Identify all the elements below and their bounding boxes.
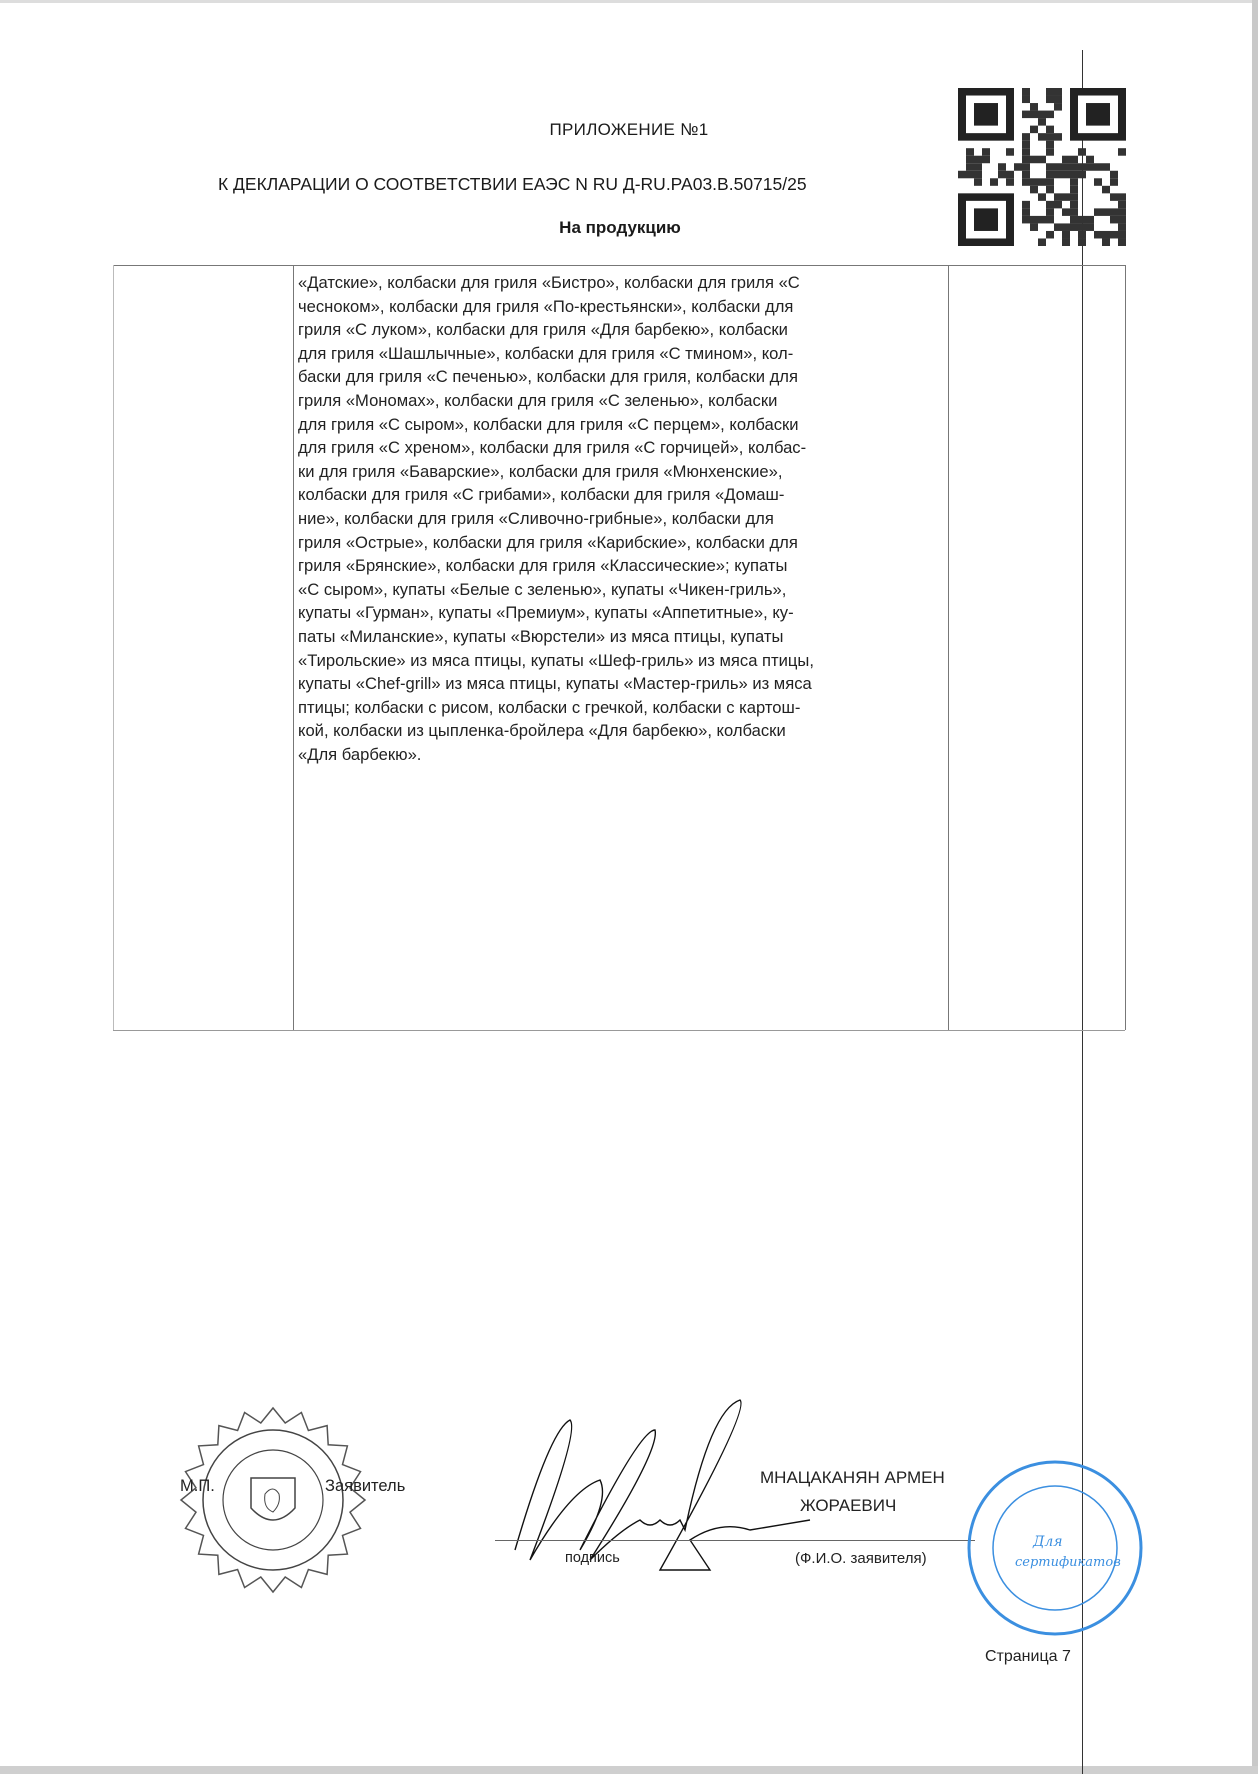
declaration-number: К ДЕКЛАРАЦИИ О СООТВЕТСТВИИ ЕАЭС N RU Д-RU.PA03.B.50715/25 bbox=[218, 174, 807, 194]
qr-module bbox=[1038, 216, 1046, 224]
qr-module bbox=[1070, 208, 1078, 216]
qr-module bbox=[1086, 156, 1094, 164]
qr-module bbox=[966, 148, 974, 156]
qr-module bbox=[998, 163, 1006, 171]
qr-module bbox=[1070, 163, 1078, 171]
product-text-line: гриля «Брянские», колбаски для гриля «Классические»; купаты bbox=[298, 556, 788, 576]
table-col-divider-2 bbox=[948, 265, 949, 1030]
qr-module bbox=[1094, 231, 1102, 239]
qr-module bbox=[1054, 96, 1062, 104]
qr-module bbox=[1102, 208, 1110, 216]
qr-module bbox=[1038, 178, 1046, 186]
product-text-line: гриля «Острые», колбаски для гриля «Карибские», колбаски для bbox=[298, 532, 798, 552]
qr-module bbox=[1094, 208, 1102, 216]
qr-module bbox=[1046, 141, 1054, 149]
qr-module bbox=[1038, 238, 1046, 246]
qr-module bbox=[1046, 216, 1054, 224]
qr-module bbox=[1070, 216, 1078, 224]
qr-module bbox=[1046, 148, 1054, 156]
qr-module bbox=[998, 171, 1006, 179]
qr-module bbox=[1030, 126, 1038, 134]
qr-module bbox=[1046, 111, 1054, 119]
qr-module bbox=[1062, 171, 1070, 179]
product-text-line: паты «Миланские», купаты «Вюрстели» из мяса птицы, купаты bbox=[298, 626, 784, 646]
qr-module bbox=[990, 178, 998, 186]
applicant-label: Заявитель bbox=[325, 1477, 406, 1495]
qr-module bbox=[1062, 238, 1070, 246]
qr-module bbox=[966, 163, 974, 171]
table-border-right bbox=[1125, 265, 1126, 1030]
svg-text:сертификатов: сертификатов bbox=[1015, 1555, 1121, 1570]
product-text-line: «С сыром», купаты «Белые с зеленью», купаты «Чикен-гриль», bbox=[298, 579, 787, 599]
qr-module bbox=[974, 163, 982, 171]
product-heading: На продукцию bbox=[559, 218, 681, 237]
qr-module bbox=[1110, 208, 1118, 216]
qr-module bbox=[1030, 216, 1038, 224]
qr-module bbox=[1054, 88, 1062, 96]
table-border-top bbox=[113, 265, 1125, 266]
product-text-line: гриля «С луком», колбаски для гриля «Для барбекю», колбаски bbox=[298, 320, 788, 340]
scan-edge-right bbox=[1252, 0, 1258, 1774]
qr-module bbox=[1118, 208, 1126, 216]
qr-module bbox=[1070, 156, 1078, 164]
qr-module bbox=[1062, 156, 1070, 164]
qr-module bbox=[1102, 231, 1110, 239]
qr-finder bbox=[1086, 103, 1110, 126]
qr-module bbox=[1118, 223, 1126, 231]
product-text-line: чесноком», колбаски для гриля «По-крестьянски», колбаски для bbox=[298, 296, 794, 316]
qr-module bbox=[1022, 171, 1030, 179]
applicant-name-line1: МНАЦАКАНЯН АРМЕН bbox=[760, 1468, 945, 1487]
stamp-place-label: М.П. bbox=[180, 1477, 215, 1495]
qr-module bbox=[1046, 208, 1054, 216]
qr-module bbox=[1054, 163, 1062, 171]
qr-module bbox=[1094, 163, 1102, 171]
product-text-line: кой, колбаски из цыпленка-бройлера «Для барбекю», колбаски bbox=[298, 721, 786, 741]
qr-module bbox=[1054, 193, 1062, 201]
qr-module bbox=[1086, 163, 1094, 171]
qr-module bbox=[1030, 156, 1038, 164]
qr-finder bbox=[974, 103, 998, 126]
qr-module bbox=[1086, 223, 1094, 231]
product-text-line: для гриля «Шашлычные», колбаски для гриля «С тмином», кол- bbox=[298, 343, 794, 363]
organization-seal-left bbox=[178, 1405, 368, 1595]
product-text-line: баски для гриля «С печенью», колбаски для гриля, колбаски для bbox=[298, 367, 798, 387]
qr-module bbox=[982, 148, 990, 156]
signature-line bbox=[495, 1540, 975, 1541]
qr-module bbox=[1110, 178, 1118, 186]
qr-module bbox=[1070, 178, 1078, 186]
qr-module bbox=[1118, 231, 1126, 239]
qr-module bbox=[958, 171, 966, 179]
qr-module bbox=[982, 156, 990, 164]
qr-module bbox=[1038, 133, 1046, 141]
qr-module bbox=[1030, 178, 1038, 186]
qr-module bbox=[1014, 163, 1022, 171]
qr-module bbox=[1078, 223, 1086, 231]
qr-module bbox=[966, 156, 974, 164]
qr-module bbox=[1046, 88, 1054, 96]
signature-label: подпись bbox=[565, 1550, 620, 1566]
qr-module bbox=[1046, 163, 1054, 171]
qr-module bbox=[1054, 171, 1062, 179]
qr-module bbox=[1006, 148, 1014, 156]
qr-module bbox=[1054, 103, 1062, 111]
product-text-line: для гриля «С сыром», колбаски для гриля «С перцем», колбаски bbox=[298, 414, 799, 434]
qr-module bbox=[1046, 201, 1054, 209]
applicant-name-line2: ЖОРАЕВИЧ bbox=[800, 1496, 897, 1515]
qr-module bbox=[1038, 193, 1046, 201]
qr-module bbox=[974, 171, 982, 179]
qr-finder bbox=[974, 208, 998, 231]
qr-module bbox=[1070, 171, 1078, 179]
qr-module bbox=[1022, 111, 1030, 119]
qr-module bbox=[1078, 171, 1086, 179]
qr-module bbox=[1022, 216, 1030, 224]
qr-module bbox=[1054, 133, 1062, 141]
product-text-line: гриля «Мономах», колбаски для гриля «С зеленью», колбаски bbox=[298, 390, 778, 410]
qr-module bbox=[1110, 171, 1118, 179]
scan-edge-bottom bbox=[0, 1766, 1258, 1774]
qr-module bbox=[1022, 208, 1030, 216]
qr-module bbox=[1118, 216, 1126, 224]
qr-module bbox=[1102, 163, 1110, 171]
product-text-line: для гриля «С хреном», колбаски для гриля «С горчицей», колбас- bbox=[298, 438, 807, 458]
qr-module bbox=[1046, 96, 1054, 104]
qr-module bbox=[1110, 216, 1118, 224]
product-text-line: птицы; колбаски с рисом, колбаски с гречкой, колбаски с картош- bbox=[298, 697, 801, 717]
qr-module bbox=[974, 156, 982, 164]
qr-module bbox=[1022, 178, 1030, 186]
qr-module bbox=[1102, 238, 1110, 246]
seal-serrated-edge bbox=[181, 1408, 365, 1592]
qr-module bbox=[1078, 231, 1086, 239]
qr-module bbox=[1110, 193, 1118, 201]
qr-module bbox=[1022, 163, 1030, 171]
qr-module bbox=[1070, 193, 1078, 201]
appendix-title: ПРИЛОЖЕНИЕ №1 bbox=[549, 120, 709, 139]
qr-module bbox=[1022, 156, 1030, 164]
product-text-line: ние», колбаски для гриля «Сливочно-грибные», колбаски для bbox=[298, 508, 774, 528]
table-border-bottom bbox=[113, 1030, 1125, 1031]
qr-module bbox=[1118, 238, 1126, 246]
qr-module bbox=[1030, 111, 1038, 119]
qr-module bbox=[1030, 103, 1038, 111]
product-text-line: колбаски для гриля «С грибами», колбаски для гриля «Домаш- bbox=[298, 485, 785, 505]
qr-module bbox=[1102, 186, 1110, 194]
qr-module bbox=[1094, 178, 1102, 186]
qr-module bbox=[1062, 163, 1070, 171]
qr-module bbox=[1006, 171, 1014, 179]
qr-module bbox=[1062, 208, 1070, 216]
qr-module bbox=[1078, 148, 1086, 156]
qr-code bbox=[958, 88, 1126, 246]
product-text-line: «Для барбекю». bbox=[298, 744, 422, 764]
qr-module bbox=[1118, 201, 1126, 209]
qr-module bbox=[1046, 171, 1054, 179]
qr-module bbox=[1078, 163, 1086, 171]
table-col-divider-1 bbox=[293, 265, 294, 1030]
qr-module bbox=[1038, 111, 1046, 119]
product-text-line: ки для гриля «Баварские», колбаски для гриля «Мюнхенские», bbox=[298, 461, 783, 481]
qr-module bbox=[974, 178, 982, 186]
qr-module bbox=[1118, 148, 1126, 156]
qr-module bbox=[1022, 201, 1030, 209]
qr-module bbox=[1046, 133, 1054, 141]
qr-module bbox=[1022, 96, 1030, 104]
table-border-left bbox=[113, 265, 114, 1030]
qr-module bbox=[1022, 141, 1030, 149]
qr-module bbox=[1070, 201, 1078, 209]
qr-module bbox=[1022, 148, 1030, 156]
product-text-line: купаты «Chef-grill» из мяса птицы, купаты «Мастер-гриль» из мяса bbox=[298, 674, 812, 694]
svg-text:Для: Для bbox=[1033, 1534, 1063, 1550]
qr-module bbox=[1062, 193, 1070, 201]
qr-module bbox=[1022, 133, 1030, 141]
qr-module bbox=[1046, 178, 1054, 186]
name-label: (Ф.И.О. заявителя) bbox=[795, 1550, 927, 1567]
qr-module bbox=[1086, 216, 1094, 224]
product-text-line: «Тирольские» из мяса птицы, купаты «Шеф-гриль» из мяса птицы, bbox=[298, 650, 814, 670]
qr-module bbox=[1022, 88, 1030, 96]
product-text-line: купаты «Гурман», купаты «Премиум», купаты «Аппетитные», ку- bbox=[298, 603, 794, 623]
qr-module bbox=[1078, 216, 1086, 224]
qr-module bbox=[1118, 193, 1126, 201]
qr-module bbox=[1054, 201, 1062, 209]
qr-module bbox=[1054, 223, 1062, 231]
qr-module bbox=[1046, 186, 1054, 194]
qr-module bbox=[1030, 186, 1038, 194]
page-number: Страница 7 bbox=[985, 1648, 1071, 1665]
qr-module bbox=[1038, 118, 1046, 126]
qr-module bbox=[1062, 223, 1070, 231]
scan-edge-top bbox=[0, 0, 1258, 3]
qr-module bbox=[1062, 231, 1070, 239]
organization-seal-right bbox=[965, 1458, 1145, 1638]
qr-module bbox=[1078, 238, 1086, 246]
qr-module bbox=[1070, 223, 1078, 231]
qr-module bbox=[1038, 156, 1046, 164]
qr-module bbox=[1070, 186, 1078, 194]
qr-module bbox=[1046, 231, 1054, 239]
product-text-line: «Датские», колбаски для гриля «Бистро», колбаски для гриля «С bbox=[298, 273, 800, 292]
qr-module bbox=[1030, 223, 1038, 231]
qr-module bbox=[1110, 231, 1118, 239]
qr-module bbox=[1046, 126, 1054, 134]
qr-module bbox=[1006, 178, 1014, 186]
product-list-text bbox=[298, 271, 948, 766]
qr-module bbox=[966, 171, 974, 179]
